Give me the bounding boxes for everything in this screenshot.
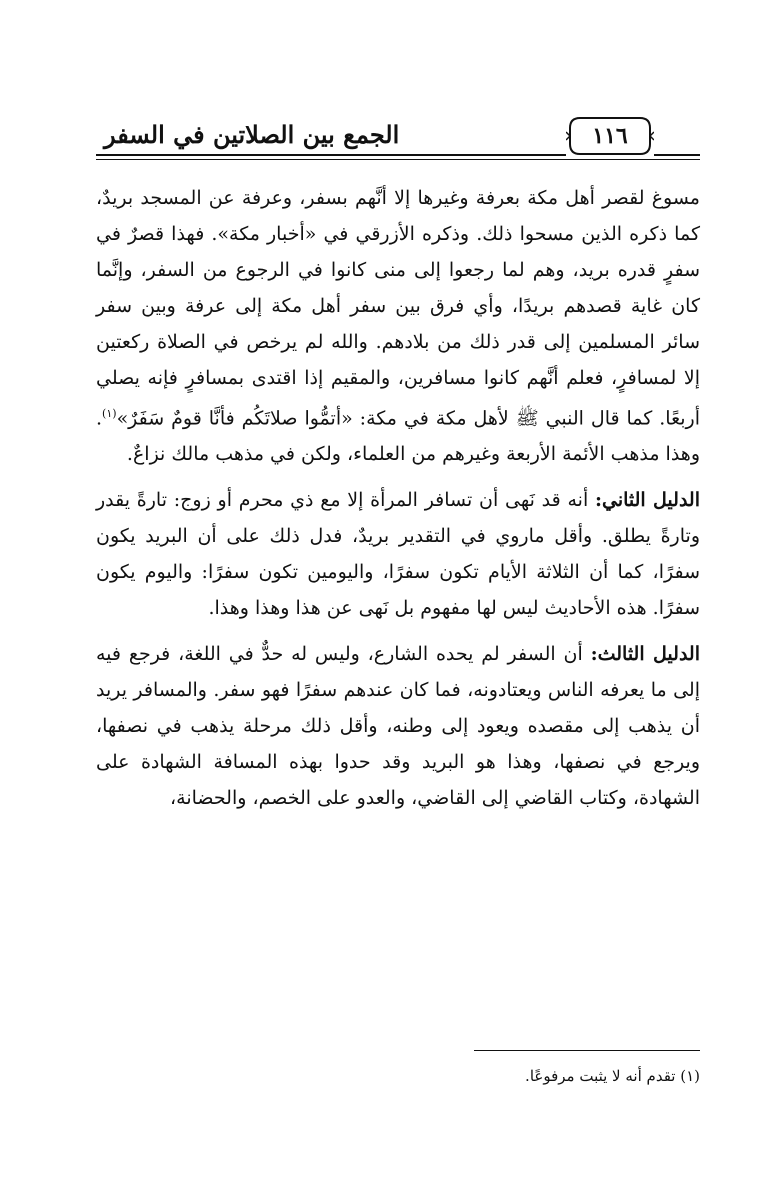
paragraph-1-text: مسوغ لقصر أهل مكة بعرفة وغيرها إلا أنَّهم بسفر، وعرفة عن المسجد بريدٌ، كما ذكره الذين مسحوا ذلك. وذكره الأزرقي في «أخبار مكة». فهذا قصرٌ في سفرٍ قدره بريد، وهم لما رجعوا إلى منى كانوا في الرجوع من السفر، وإنَّما كان غاية قصدهم بريدًا، وأي فرق بين سفر أهل مكة إلى عرفة وبين سفر سائر المسلمين إلى قدر ذلك من بلادهم. والله لم يرخص في الصلاة ركعتين إلا لمسافرٍ، فعلم أنَّهم كانوا مسافرين، والمقيم إذا اقتدى بمسافرٍ فإنه يصلي أربعًا. كما قال النبي ﷺ لأهل مكة في مكة: «أتمُّوا صلاتَكُم فأنَّا قومٌ سَفَرٌ» xyxy=(96,187,700,430)
paragraph-3-text: أن السفر لم يحده الشارع، وليس له حدٌّ في اللغة، فرجع فيه إلى ما يعرفه الناس ويعتادونه، فما كان عندهم سفرًا فهو سفر. والمسافر يريد أن يذهب إلى مقصده ويعود إلى وطنه، وأقل ذلك مرحلة يذهب في نصفها، ويرجع في نصفها، وهذا هو البريد وقد حدوا بهذه المسافة الشهادة على الشهادة، وكتاب القاضي إلى القاضي، والعدو على الخصم، والحضانة، xyxy=(96,643,700,810)
paragraph-2 xyxy=(96,482,700,626)
paragraph-1 xyxy=(96,180,700,472)
paragraph-2-text: أنه قد نَهى أن تسافر المرأة إلا مع ذي محرم أو زوج: تارةً يقدر وتارةً يطلق. وأقل ماروي في التقدير بريدٌ، فدل ذلك على أن البريد يكون سفرًا، كما أن الثلاثة الأيام تكون سفرًا، واليومين تكون سفرًا: واليوم يكون سفرًا. هذه الأحاديث ليس لها مفهوم بل نَهى عن هذا وهذا وهذا. xyxy=(96,489,700,620)
evidence-heading-3: الدليل الثالث: xyxy=(590,643,700,666)
header-rule-thin xyxy=(96,159,700,160)
footnote-reference[interactable]: (١) xyxy=(102,407,117,420)
page-number-frame xyxy=(566,114,654,158)
page-number: ١١٦ xyxy=(592,123,628,149)
paragraph-3 xyxy=(96,636,700,816)
page-header xyxy=(96,118,700,164)
paragraph-1-tail: . وهذا مذهب الأئمة الأربعة وغيرهم من العلماء، ولكن في مذهب مالك نزاعٌ. xyxy=(96,407,700,466)
footnote-separator xyxy=(474,1050,700,1051)
footnote: (١) تقدم أنه لا يثبت مرفوعًا. xyxy=(525,1067,700,1085)
running-title: الجمع بين الصلاتين في السفر xyxy=(98,118,538,154)
evidence-heading-2: الدليل الثاني: xyxy=(594,489,700,512)
main-text xyxy=(96,180,700,816)
